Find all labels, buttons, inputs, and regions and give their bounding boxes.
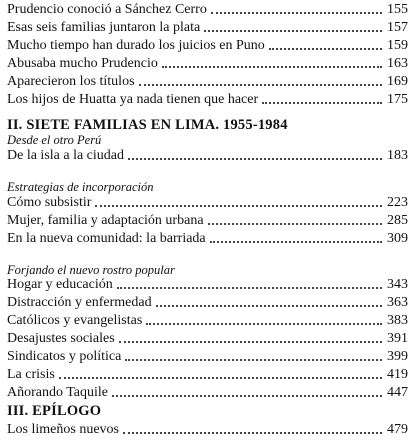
entry-title: Los limeños nuevos bbox=[7, 422, 119, 437]
entry-title: Hogar y educación bbox=[7, 277, 113, 292]
dot-leader bbox=[112, 395, 382, 397]
toc-entry[interactable] bbox=[7, 311, 408, 329]
toc-entry[interactable] bbox=[7, 36, 408, 54]
entry-page: 169 bbox=[387, 74, 408, 89]
toc-entry[interactable] bbox=[7, 0, 408, 18]
entry-title: Distracción y enfermedad bbox=[7, 295, 152, 310]
entry-title: Prudencio conoció a Sánchez Cerro bbox=[7, 2, 207, 17]
dot-leader bbox=[117, 287, 382, 289]
entry-title: Abusaba mucho Prudencio bbox=[7, 56, 158, 71]
entry-page: 479 bbox=[387, 422, 408, 437]
dot-leader bbox=[204, 30, 382, 32]
subsection-title: Forjando el nuevo rostro popular bbox=[7, 263, 175, 277]
dot-leader bbox=[119, 341, 382, 343]
dot-leader bbox=[210, 241, 382, 243]
toc-entry[interactable] bbox=[7, 72, 408, 90]
toc-entry[interactable] bbox=[7, 293, 408, 311]
dot-leader bbox=[156, 305, 382, 307]
dot-leader bbox=[162, 66, 382, 68]
dot-leader bbox=[146, 323, 382, 325]
dot-leader bbox=[95, 205, 382, 207]
toc-entry[interactable] bbox=[7, 383, 408, 401]
dot-leader bbox=[262, 102, 382, 104]
entry-title: Los hijos de Huatta ya nada tienen que hacer bbox=[7, 92, 259, 107]
dot-leader bbox=[269, 48, 382, 50]
toc-entry[interactable] bbox=[7, 229, 408, 247]
entry-title: La crisis bbox=[7, 367, 55, 382]
entry-page: 343 bbox=[387, 277, 408, 292]
toc-entry[interactable] bbox=[7, 275, 408, 293]
entry-page: 399 bbox=[387, 349, 408, 364]
toc-entry[interactable] bbox=[7, 211, 408, 229]
dot-leader bbox=[208, 223, 382, 225]
entry-title: Aparecieron los títulos bbox=[7, 74, 135, 89]
toc-entry[interactable] bbox=[7, 420, 408, 438]
entry-title: Añorando Taquile bbox=[7, 385, 109, 400]
entry-page: 155 bbox=[387, 2, 408, 17]
dot-leader bbox=[211, 12, 382, 14]
toc-entry[interactable] bbox=[7, 146, 408, 164]
toc-entry[interactable] bbox=[7, 329, 408, 347]
entry-page: 285 bbox=[387, 213, 408, 228]
entry-title: De la isla a la ciudad bbox=[7, 148, 125, 163]
entry-page: 309 bbox=[387, 231, 408, 246]
dot-leader bbox=[128, 158, 382, 160]
toc-entry[interactable] bbox=[7, 90, 408, 108]
toc-entry[interactable] bbox=[7, 193, 408, 211]
dot-leader bbox=[123, 432, 382, 434]
subsection-title: Estrategias de incorporación bbox=[7, 180, 154, 194]
entry-page: 157 bbox=[387, 20, 408, 35]
section-heading: III. EPÍLOGO bbox=[7, 403, 102, 419]
entry-page: 383 bbox=[387, 313, 408, 328]
toc-entry[interactable] bbox=[7, 54, 408, 72]
entry-page: 223 bbox=[387, 195, 408, 210]
entry-page: 163 bbox=[387, 56, 408, 71]
entry-page: 447 bbox=[387, 385, 408, 400]
entry-page: 159 bbox=[387, 38, 408, 53]
entry-page: 183 bbox=[387, 148, 408, 163]
toc-entry[interactable] bbox=[7, 18, 408, 36]
entry-title: En la nueva comunidad: la barriada bbox=[7, 231, 206, 246]
dot-leader bbox=[125, 359, 382, 361]
section-heading: II. SIETE FAMILIAS EN LIMA. 1955-1984 bbox=[7, 117, 288, 133]
entry-page: 419 bbox=[387, 367, 408, 382]
entry-title: Católicos y evangelistas bbox=[7, 313, 143, 328]
entry-title: Desajustes sociales bbox=[7, 331, 115, 346]
entry-title: Mujer, familia y adaptación urbana bbox=[7, 213, 204, 228]
entry-title: Mucho tiempo han durado los juicios en Puno bbox=[7, 38, 265, 53]
entry-page: 175 bbox=[387, 92, 408, 107]
toc-entry[interactable] bbox=[7, 365, 408, 383]
subsection-title: Desde el otro Perú bbox=[7, 133, 102, 147]
entry-title: Sindicatos y política bbox=[7, 349, 122, 364]
entry-title: Cómo subsistir bbox=[7, 195, 92, 210]
entry-title: Esas seis familias juntaron la plata bbox=[7, 20, 201, 35]
entry-page: 391 bbox=[387, 331, 408, 346]
entry-page: 363 bbox=[387, 295, 408, 310]
toc-entry[interactable] bbox=[7, 347, 408, 365]
dot-leader bbox=[59, 377, 382, 379]
dot-leader bbox=[139, 84, 382, 86]
